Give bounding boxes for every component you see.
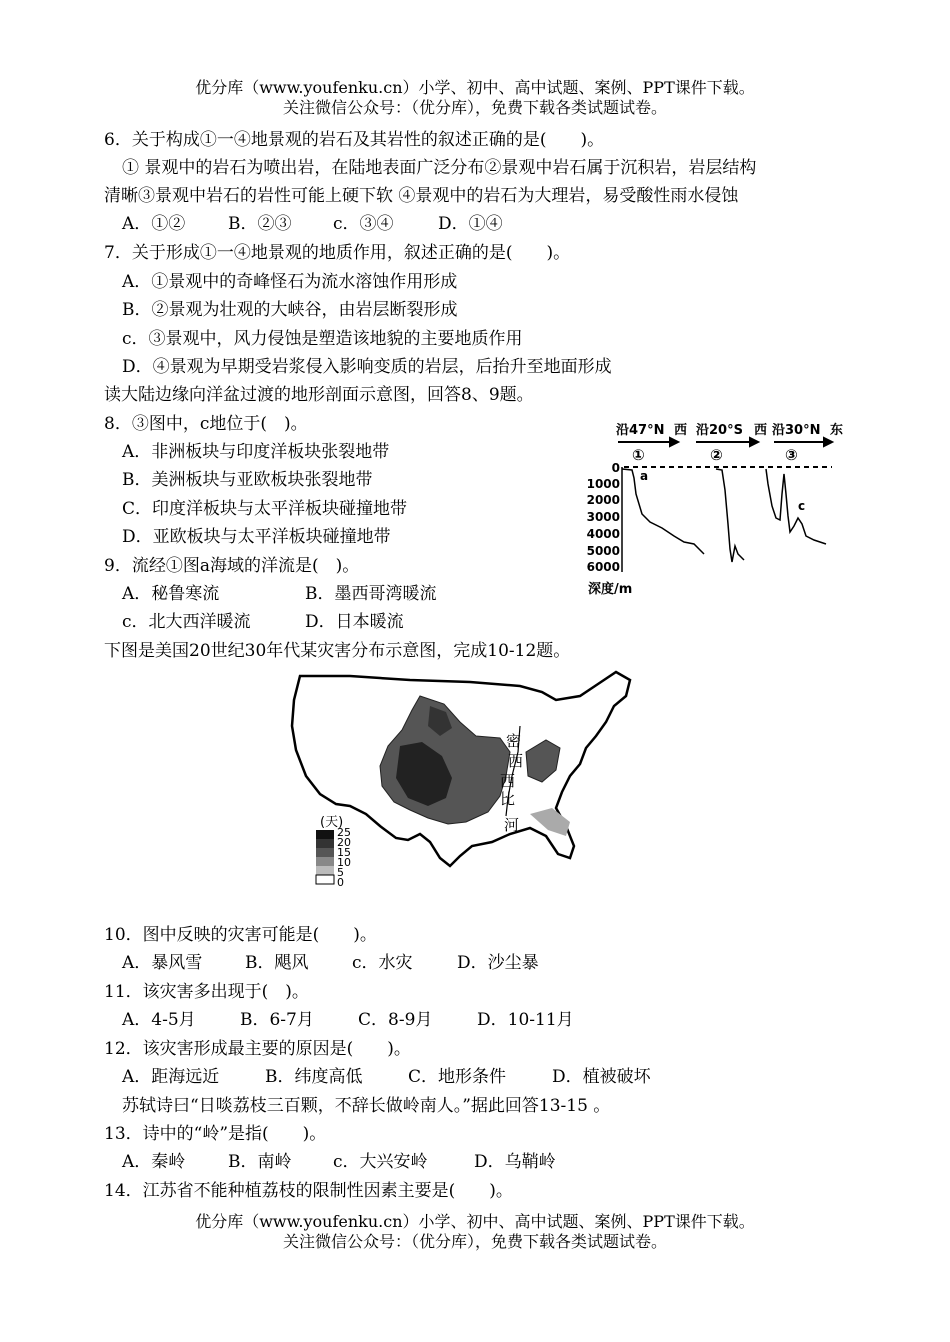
- depth-tick-labels: [587, 461, 620, 574]
- q13-option-a: A．秦岭: [122, 1152, 186, 1172]
- q8-option-b: B．美洲板块与亚欧板块张裂地带: [122, 470, 373, 490]
- q8-option-a: A．非洲板块与印度洋板块张裂地带: [122, 442, 390, 462]
- q12-stem: 12．该灾害形成最主要的原因是( )。: [104, 1039, 411, 1059]
- point-c-label: c: [798, 499, 806, 513]
- profile-2-seafloor: [716, 469, 744, 562]
- section-2-label: 沿20°S: [696, 423, 743, 438]
- q10-option-b: B．飓风: [245, 953, 309, 973]
- section-3-number: ③: [785, 446, 798, 464]
- intro-8-9: 读大陆边缘向洋盆过渡的地形剖面示意图，回答8、9题。: [104, 385, 534, 405]
- depth-tick: 3000: [586, 510, 620, 524]
- direction-arrows: [618, 438, 832, 446]
- q10-option-d: D．沙尘暴: [457, 953, 539, 973]
- intro-10-12: 下图是美国20世纪30年代某灾害分布示意图，完成10-12题。: [104, 641, 571, 661]
- direction-west-2: 西: [754, 423, 768, 438]
- section-3-label: 沿30°N: [772, 423, 821, 438]
- q9-option-b: B．墨西哥湾暖流: [305, 584, 437, 604]
- q8-option-d: D．亚欧板块与太平洋板块碰撞地带: [122, 527, 391, 547]
- q7-option-a: A．①景观中的奇峰怪石为流水溶蚀作用形成: [122, 272, 458, 292]
- header-line-1: 优分库（www.youfenku.cn）小学、初中、高中试题、案例、PPT课件下载。: [195, 78, 755, 97]
- river-char: 密: [506, 732, 522, 750]
- legend-unit: (天): [320, 815, 344, 830]
- q9-stem: 9．流经①图a海域的洋流是( )。: [104, 556, 360, 576]
- depth-tick: 1000: [586, 477, 620, 491]
- q9-option-c: c．北大西洋暖流: [122, 612, 251, 632]
- q13-option-c: c．大兴安岭: [333, 1152, 428, 1172]
- q6-text-2: 清晰③景观中岩石的岩性可能上硬下软 ④景观中的岩石为大理岩，易受酸性雨水侵蚀: [104, 186, 739, 206]
- q10-option-a: A．暴风雪: [122, 953, 203, 973]
- q10-option-c: c．水灾: [352, 953, 413, 973]
- river-char: 河: [504, 816, 520, 834]
- q6-option-d: D．①④: [438, 214, 503, 234]
- legend-tick: 15: [337, 846, 351, 859]
- q11-stem: 11．该灾害多出现于( )。: [104, 982, 309, 1002]
- depth-tick: 5000: [586, 544, 620, 558]
- legend-tick: 10: [337, 856, 351, 869]
- profile-3-seafloor: [766, 469, 826, 544]
- q6-text-1: ① 景观中的岩石为喷出岩，在陆地表面广泛分布②景观中岩石属于沉积岩，岩层结构: [122, 158, 757, 178]
- q12-option-c: C．地形条件: [408, 1067, 507, 1087]
- q10-stem: 10．图中反映的灾害可能是( )。: [104, 925, 377, 945]
- river-char: 西: [500, 772, 516, 790]
- section-2-number: ②: [710, 446, 723, 464]
- q11-option-a: A．4-5月: [122, 1010, 196, 1030]
- footer-line-2: 关注微信公众号：（优分库），免费下载各类试题试卷。: [282, 1232, 667, 1251]
- depth-tick: 6000: [586, 560, 620, 574]
- direction-east: 东: [830, 423, 844, 438]
- q12-option-a: A．距海远近: [122, 1067, 220, 1087]
- q13-option-b: B．南岭: [228, 1152, 292, 1172]
- q7-option-d: D．④景观为早期受岩浆侵入影响变质的岩层，后抬升至地面形成: [122, 357, 612, 377]
- q9-option-a: A．秘鲁寒流: [122, 584, 220, 604]
- map-legend: [316, 815, 351, 889]
- intro-13-15: 苏轼诗曰“日啖荔枝三百颗，不辞长做岭南人。”据此回答13-15 。: [122, 1096, 611, 1116]
- depth-tick: 0: [611, 461, 620, 475]
- ocean-profile-figure: [570, 414, 844, 604]
- legend-tick: 20: [337, 836, 351, 849]
- q12-option-d: D．植被破坏: [552, 1067, 651, 1087]
- q14-stem: 14．江苏省不能种植荔枝的限制性因素主要是( )。: [104, 1181, 513, 1201]
- q11-option-c: C．8-9月: [358, 1010, 433, 1030]
- q13-stem: 13．诗中的“岭”是指( )。: [104, 1124, 327, 1144]
- river-char: 西: [508, 752, 524, 770]
- q6-option-b: B．②③: [228, 214, 292, 234]
- header-line-2: 关注微信公众号：（优分库），免费下载各类试题试卷。: [282, 98, 667, 117]
- footer-line-1: 优分库（www.youfenku.cn）小学、初中、高中试题、案例、PPT课件下载。: [195, 1212, 755, 1231]
- depth-tick: 2000: [586, 493, 620, 507]
- q7-option-c: c．③景观中，风力侵蚀是塑造该地貌的主要地质作用: [122, 329, 523, 349]
- profile-1-seafloor: [622, 469, 704, 554]
- q7-option-b: B．②景观为壮观的大峡谷，由岩层断裂形成: [122, 300, 458, 320]
- q8-option-c: C．印度洋板块与太平洋板块碰撞地带: [122, 499, 408, 519]
- q11-option-d: D．10-11月: [477, 1010, 574, 1030]
- point-a-label: a: [640, 469, 649, 483]
- q9-option-d: D．日本暖流: [305, 612, 404, 632]
- river-char: 比: [500, 790, 516, 808]
- q8-stem: 8．③图中，c地位于( )。: [104, 414, 308, 434]
- legend-tick: 0: [337, 876, 344, 889]
- q11-option-b: B．6-7月: [240, 1010, 314, 1030]
- depth-axis-label: 深度/m: [588, 582, 633, 597]
- section-1-label: 沿47°N: [616, 423, 665, 438]
- q7-stem: 7．关于形成①一④地景观的地质作用，叙述正确的是( )。: [104, 243, 571, 263]
- q13-option-d: D．乌鞘岭: [474, 1152, 556, 1172]
- q6-stem: 6．关于构成①一④地景观的岩石及其岩性的叙述正确的是( )。: [104, 130, 605, 150]
- q12-option-b: B．纬度高低: [265, 1067, 363, 1087]
- legend-tick: 25: [337, 826, 351, 839]
- direction-west-1: 西: [674, 423, 688, 438]
- q6-option-a: A．①②: [122, 214, 186, 234]
- us-disaster-map: [280, 666, 640, 892]
- legend-tick: 5: [337, 866, 344, 879]
- q6-option-c: c．③④: [333, 214, 394, 234]
- depth-tick: 4000: [586, 527, 620, 541]
- section-1-number: ①: [632, 446, 645, 464]
